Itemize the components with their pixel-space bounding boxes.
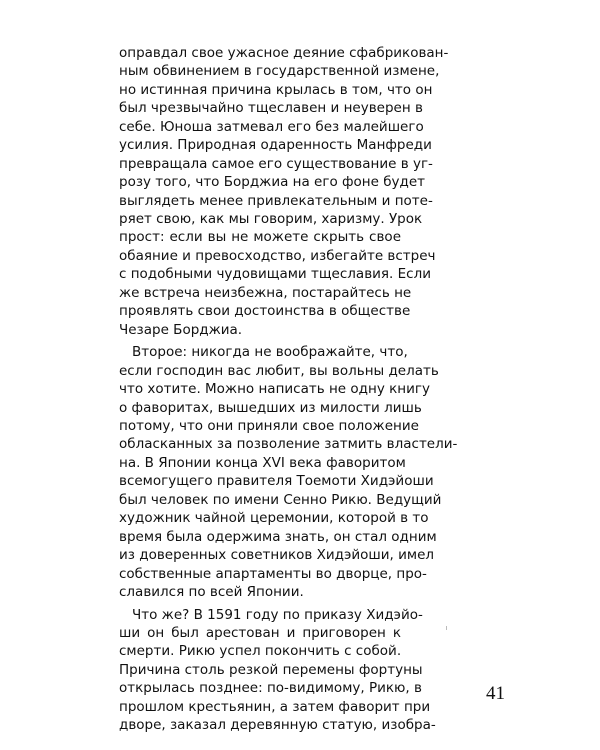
text-line: смерти. Рикю успел покончить с собой. — [119, 643, 402, 659]
text-line: обаяние и превосходство, избегайте встреч — [119, 248, 436, 264]
text-line: потому, что они приняли свое положение — [119, 418, 419, 434]
text-line: проявлять свои достоинства в обществе — [119, 303, 411, 319]
text-line: был человек по имени Сенно Рикю. Ведущий — [119, 492, 442, 508]
text-line: время была одержима знать, он стал одним — [119, 529, 437, 545]
text-line: ши он был арестован и приговорен к — [119, 625, 401, 641]
text-line: выглядеть менее привлекательным и поте- — [119, 193, 433, 209]
text-line: Что же? В 1591 году по приказу Хидэйо- — [132, 607, 423, 623]
text-line: собственные апартаменты во дворце, про- — [119, 566, 427, 582]
text-line: розу того, что Борджиа на его фоне будет — [119, 174, 426, 190]
text-line: был чрезвычайно тщеславен и неуверен в — [119, 100, 423, 116]
text-line: если господин вас любит, вы вольны делать — [119, 363, 439, 379]
text-line: себе. Юноша затмевал его без малейшего — [119, 119, 424, 135]
text-line: Причина столь резкой перемены фортуны — [119, 662, 423, 678]
text-line: из доверенных советников Хидэйоши, имел — [119, 547, 435, 563]
text-line: дворе, заказал деревянную статую, изобра- — [119, 717, 436, 733]
text-line: Чезаре Борджиа. — [119, 322, 243, 338]
text-line: славился по всей Японии. — [119, 584, 304, 600]
text-line: превращала самое его существование в уг- — [119, 156, 433, 172]
text-line: ным обвинением в государственной измене, — [119, 63, 440, 79]
text-line: обласканных за позволение затмить властели- — [119, 436, 458, 452]
page-number: 41 — [486, 683, 505, 704]
margin-mark — [446, 626, 447, 630]
text-line: же встреча неизбежна, постарайтесь не — [119, 285, 412, 301]
text-line: о фаворитах, вышедших из милости лишь — [119, 400, 422, 416]
text-line: Второе: никогда не воображайте, что, — [132, 344, 408, 360]
text-line: открылась позднее: по-видимому, Рикю, в — [119, 680, 422, 696]
text-line: прост: если вы не можете скрыть свое — [119, 229, 401, 245]
text-line: на. В Японии конца XVI века фаворитом — [119, 455, 406, 471]
text-line: ряет свою, как мы говорим, харизму. Урок — [119, 211, 423, 227]
text-line: усилия. Природная одаренность Манфреди — [119, 137, 432, 153]
text-line: но истинная причина крылась в том, что он — [119, 82, 433, 98]
text-line: прошлом крестьянин, а затем фаворит при — [119, 699, 431, 715]
text-line: оправдал свое ужасное деяние сфабрикован- — [119, 45, 449, 61]
text-line: художник чайной церемонии, которой в то — [119, 510, 429, 526]
text-line: с подобными чудовищами тщеславия. Если — [119, 266, 431, 282]
text-line: что хотите. Можно написать не одну книгу — [119, 381, 430, 397]
text-line: всемогущего правителя Тоемоти Хидэйоши — [119, 473, 434, 489]
